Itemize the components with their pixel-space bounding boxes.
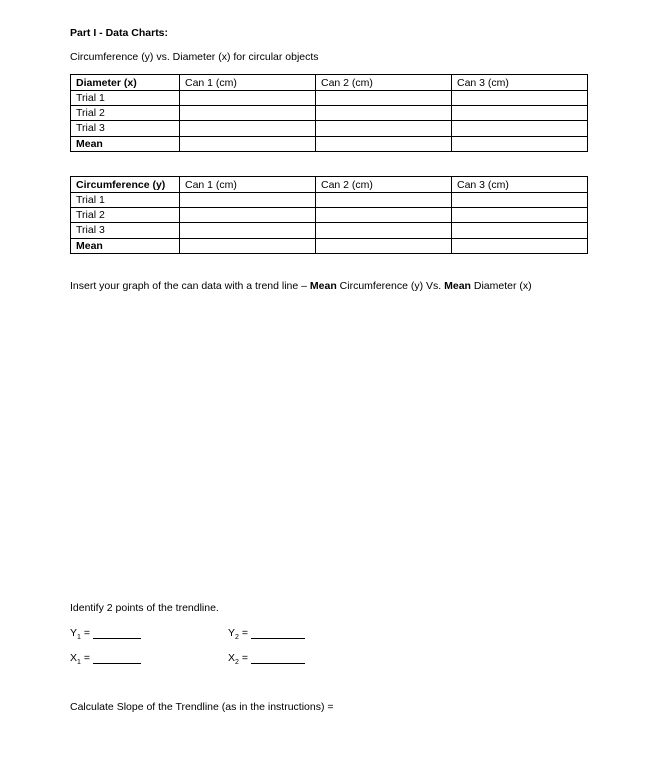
x1-field	[70, 652, 141, 667]
table-cell[interactable]	[452, 208, 588, 223]
table-row	[71, 136, 588, 151]
table-cell[interactable]	[316, 91, 452, 106]
table-header-cell: Can 3 (cm)	[452, 75, 588, 91]
table-row	[71, 223, 588, 238]
table-cell[interactable]	[180, 136, 316, 151]
equals-sign: =	[80, 652, 90, 664]
point-label: Y	[228, 627, 236, 639]
table-row	[71, 193, 588, 208]
table-row	[71, 106, 588, 121]
table-header-cell: Can 1 (cm)	[180, 75, 316, 91]
y2-field	[228, 627, 305, 642]
table-row	[71, 121, 588, 136]
equals-sign: =	[238, 627, 248, 639]
point-label: Y	[70, 627, 78, 639]
table-cell[interactable]	[316, 223, 452, 238]
table-header-cell: Circumference (y)	[71, 177, 180, 193]
table-cell[interactable]	[316, 208, 452, 223]
point-subscript: 2	[235, 659, 239, 667]
table-row	[71, 238, 588, 253]
emphasis-text: Mean	[309, 280, 337, 292]
table-cell[interactable]	[452, 136, 588, 151]
row-label: Mean	[71, 238, 180, 253]
table-cell[interactable]	[452, 91, 588, 106]
equals-sign: =	[238, 652, 248, 664]
table-cell[interactable]	[316, 121, 452, 136]
point-label: X	[228, 652, 236, 664]
table-cell[interactable]	[180, 121, 316, 136]
y2-blank[interactable]	[251, 627, 305, 639]
x1-blank[interactable]	[93, 652, 141, 664]
table-cell[interactable]	[180, 193, 316, 208]
point-label: X	[70, 652, 78, 664]
table-header-cell: Can 3 (cm)	[452, 177, 588, 193]
instruction-text: Insert your graph of the can data with a trend line –	[70, 280, 310, 292]
table-header-cell: Can 1 (cm)	[180, 177, 316, 193]
row-label: Trial 2	[71, 208, 180, 223]
part-title: Part I - Data Charts:	[70, 27, 169, 39]
point-subscript: 1	[77, 659, 81, 667]
table-cell[interactable]	[316, 238, 452, 253]
table-header-cell: Can 2 (cm)	[316, 177, 452, 193]
table-header-row	[71, 177, 588, 193]
table-cell[interactable]	[452, 223, 588, 238]
y1-blank[interactable]	[93, 627, 141, 639]
table-cell[interactable]	[180, 223, 316, 238]
emphasis-text: Mean	[444, 280, 471, 292]
diameter-table	[70, 74, 588, 152]
instruction-text: Circumference (y) Vs.	[336, 280, 445, 292]
table-cell[interactable]	[316, 193, 452, 208]
table-cell[interactable]	[180, 208, 316, 223]
table-row	[71, 208, 588, 223]
table-row	[71, 91, 588, 106]
point-subscript: 1	[77, 634, 81, 642]
instruction-text: Diameter (x)	[470, 280, 532, 292]
table-cell[interactable]	[316, 136, 452, 151]
row-label: Trial 2	[71, 106, 180, 121]
circumference-table	[70, 176, 588, 254]
table-header-cell: Can 2 (cm)	[316, 75, 452, 91]
x2-field	[228, 652, 305, 667]
identify-instruction: Identify 2 points of the trendline.	[70, 602, 219, 614]
table-cell[interactable]	[452, 193, 588, 208]
table-cell[interactable]	[452, 238, 588, 253]
graph-instruction	[70, 280, 532, 292]
section-subtitle: Circumference (y) vs. Diameter (x) for circular objects	[70, 51, 319, 63]
table-cell[interactable]	[180, 91, 316, 106]
table-cell[interactable]	[452, 106, 588, 121]
row-label: Mean	[71, 136, 180, 151]
table-header-cell: Diameter (x)	[71, 75, 180, 91]
x2-blank[interactable]	[251, 652, 305, 664]
equals-sign: =	[80, 627, 90, 639]
table-cell[interactable]	[180, 106, 316, 121]
row-label: Trial 1	[71, 91, 180, 106]
row-label: Trial 3	[71, 121, 180, 136]
table-cell[interactable]	[316, 106, 452, 121]
y1-field	[70, 627, 141, 642]
row-label: Trial 3	[71, 223, 180, 238]
table-cell[interactable]	[452, 121, 588, 136]
point-subscript: 2	[235, 634, 239, 642]
table-cell[interactable]	[180, 238, 316, 253]
slope-instruction: Calculate Slope of the Trendline (as in the instructions) =	[70, 701, 334, 713]
row-label: Trial 1	[71, 193, 180, 208]
table-header-row	[71, 75, 588, 91]
